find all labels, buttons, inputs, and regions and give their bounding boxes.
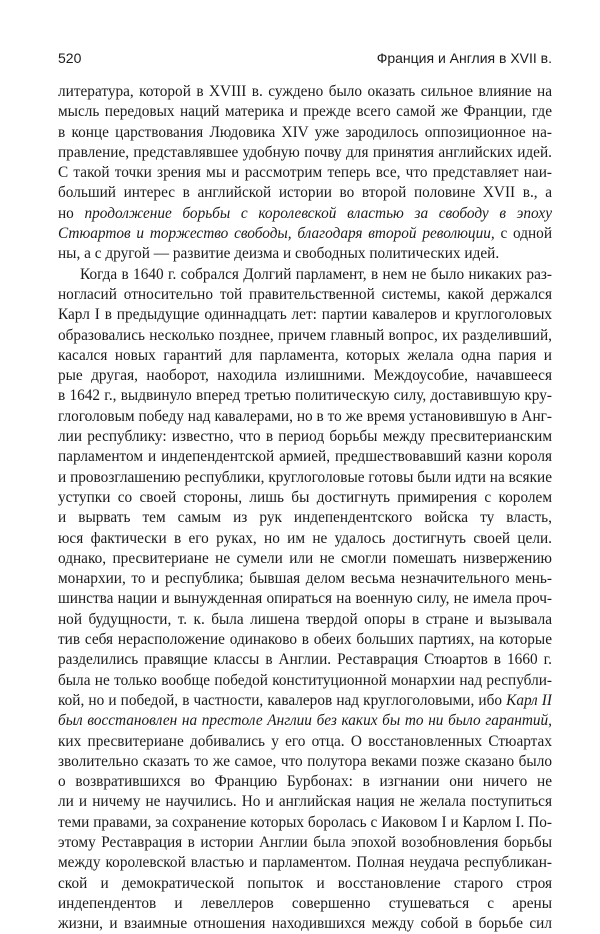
line-content xyxy=(58,367,552,384)
text-line xyxy=(58,792,552,812)
line-text: монархии, то и республика; бывшая делом весьма незначительного мень- xyxy=(58,570,552,588)
line-content xyxy=(58,773,552,792)
text-line xyxy=(58,833,552,853)
line-content xyxy=(58,469,552,486)
text-line xyxy=(58,772,552,792)
line-text: с одной xyxy=(500,225,552,243)
body-text xyxy=(58,82,552,934)
line-content xyxy=(58,692,552,709)
line-text: уступки со своей стороны, лишь бы достигнуть примирения с королем xyxy=(58,488,552,506)
text-line xyxy=(58,407,552,427)
line-content xyxy=(58,793,552,810)
line-text: между королевской властью и парламентом. Полная неудача республикан- xyxy=(58,854,552,872)
line-content xyxy=(58,834,552,851)
line-content xyxy=(58,428,552,445)
line-text: и провозглашению республики, круглоголовые готовы были идти на всякие xyxy=(58,468,552,486)
line-content xyxy=(58,164,552,181)
text-line xyxy=(58,386,552,406)
line-text: в конце царствования Людовика XIV уже зародилось оппозиционное на- xyxy=(58,123,552,141)
line-content xyxy=(58,590,552,607)
line-text: касался новых гарантий для парламента, которых желала одна пария и xyxy=(58,346,552,364)
line-content xyxy=(58,448,552,465)
line-content xyxy=(58,530,552,549)
text-line xyxy=(58,508,552,528)
text-line xyxy=(58,549,552,569)
line-text: лии республику: известно, что в период борьбы между пресвитерианским xyxy=(58,428,552,446)
text-line xyxy=(58,265,552,285)
text-line xyxy=(58,711,552,731)
italic-text: Карл II xyxy=(506,691,552,709)
text-line xyxy=(58,143,552,163)
text-line xyxy=(58,102,552,122)
line-text: индепендентов и левеллеров совершенно стушеваться с арены xyxy=(58,894,552,912)
line-content xyxy=(58,103,552,120)
line-content xyxy=(58,205,552,224)
line-text: о возвратившихся во Францию Бурбонах: в изгнании они ничего не xyxy=(58,773,552,791)
line-content xyxy=(58,489,552,506)
line-content xyxy=(58,408,552,425)
line-text: была не только вообще победой конституционной монархии над республи- xyxy=(58,671,552,689)
italic-text: Стюартов и торжество свободы, благодаря второй революции, xyxy=(58,225,495,243)
line-content xyxy=(58,184,552,203)
line-content xyxy=(58,895,552,914)
line-text: этому Реставрация в истории Англии была эпохой возобновления борьбы xyxy=(58,833,552,851)
text-line xyxy=(58,650,552,670)
line-content xyxy=(58,672,552,689)
line-content xyxy=(58,611,552,630)
line-text: правление, представлявшее удобную почву для принятия английских идей. xyxy=(58,143,552,161)
text-line xyxy=(58,488,552,508)
text-line xyxy=(58,244,552,264)
line-text: ной будущности, т. к. была лишена твердой опоры в стране и вызывала xyxy=(58,610,552,628)
text-line xyxy=(58,914,552,934)
text-line xyxy=(58,691,552,711)
line-content xyxy=(58,875,552,894)
text-line xyxy=(58,732,552,752)
line-text: и вырвать тем самым из рук индепендентского войска ту власть, xyxy=(58,509,552,527)
text-line xyxy=(58,853,552,873)
text-line xyxy=(58,366,552,386)
line-content xyxy=(58,306,552,323)
text-line xyxy=(58,346,552,366)
line-content xyxy=(58,144,552,161)
line-content xyxy=(58,915,552,932)
text-line xyxy=(58,285,552,305)
line-content xyxy=(80,266,552,283)
line-text: юся фактически в его руках, но им не удалось достигнуть своей цели. xyxy=(58,529,552,547)
line-content xyxy=(58,387,552,404)
text-line xyxy=(58,163,552,183)
line-text: рые другая, наоборот, находила излишними. Междоусобие, начавшееся xyxy=(58,367,552,385)
page-number: 520 xyxy=(58,50,82,66)
text-line xyxy=(58,326,552,346)
text-line xyxy=(58,752,552,772)
line-content xyxy=(58,245,499,262)
line-content xyxy=(58,124,552,141)
line-text: Карл I в предыдущие одиннадцать лет: партии кавалеров и круглоголовых xyxy=(58,306,552,324)
line-text: больший интерес в английской истории во второй половине XVII в., а xyxy=(58,184,552,202)
line-content xyxy=(58,651,552,668)
line-content xyxy=(58,509,552,528)
line-text: однако, пресвитериане не сумели или не смогли помешать низвержению xyxy=(58,549,552,567)
line-text: в 1642 г., выдвинуло вперед третью политическую силу, доставившую кру- xyxy=(58,387,552,405)
line-text: ких пресвитериане добивались у его отца. О восстановленных Стюартах xyxy=(58,732,552,750)
line-text: жизни, и взаимные отношения находившихся между собой в борьбе сил xyxy=(58,915,552,933)
line-text: образовались несколько позднее, причем главный вопрос, их разделивший, xyxy=(58,326,552,344)
line-text: ской и демократической попыток и восстановление старого строя xyxy=(58,874,552,892)
line-text: глоголовым победу над кавалерами, но в то же время установившую в Анг- xyxy=(58,407,552,425)
text-line xyxy=(58,447,552,467)
line-content xyxy=(58,712,552,731)
text-line xyxy=(58,468,552,488)
line-text: но xyxy=(58,204,85,222)
line-text: Когда в 1640 г. собрался Долгий парламент, в нем не было никаких раз- xyxy=(80,265,552,283)
line-text: парламентом и индепендентской армией, предшествовавший казни короля xyxy=(58,448,552,466)
text-line xyxy=(58,224,552,244)
running-head xyxy=(58,50,552,70)
line-content xyxy=(58,83,552,100)
line-content xyxy=(58,550,552,567)
paragraph xyxy=(58,265,552,934)
line-text: С такой точки зрения мы и рассмотрим теперь все, что представляет наи- xyxy=(58,164,552,182)
line-text: ногласий относительно той правительственной системы, какой держался xyxy=(58,285,552,303)
line-content xyxy=(58,814,552,831)
text-line xyxy=(58,610,552,630)
line-text: разделились правящие классы в Англии. Реставрация Стюартов в 1660 г. xyxy=(58,651,552,669)
text-line xyxy=(58,569,552,589)
section-title: Франция и Англия в XVII в. xyxy=(376,50,552,66)
line-content xyxy=(58,347,552,366)
text-line xyxy=(58,874,552,894)
line-text: мысль передовых наций материка и прежде всего самой же Франции, где xyxy=(58,103,552,121)
text-line xyxy=(58,305,552,325)
text-line xyxy=(58,82,552,102)
italic-text: был восстановлен на престоле Англии без каких бы то ни было гарантий, xyxy=(58,712,552,730)
line-content xyxy=(58,225,552,244)
text-line xyxy=(58,204,552,224)
line-text: тив себя нерасположение одинаково в обеих больших партиях, на которые xyxy=(58,631,552,649)
italic-text: продолжение борьбы с королевской властью за свободу в эпоху xyxy=(84,204,552,222)
line-content xyxy=(58,753,552,770)
line-text: ли и ничему не научились. Но и английская нация не желала поступиться xyxy=(58,793,552,811)
line-content xyxy=(58,733,552,752)
line-text: ны, а с другой — развитие деизма и свободных политических идей. xyxy=(58,245,500,263)
text-line xyxy=(58,123,552,143)
line-content xyxy=(58,854,552,871)
text-line xyxy=(58,529,552,549)
text-line xyxy=(58,813,552,833)
text-line xyxy=(58,589,552,609)
line-content xyxy=(58,327,552,344)
line-content xyxy=(58,286,552,303)
line-content xyxy=(58,570,552,587)
line-text: зволительно сказать то же самое, что полутора веками позже сказано было xyxy=(58,752,552,770)
paragraph xyxy=(58,82,552,265)
text-line xyxy=(58,630,552,650)
text-line xyxy=(58,671,552,691)
line-content xyxy=(58,631,552,648)
text-line xyxy=(58,427,552,447)
text-line xyxy=(58,183,552,203)
line-text: кой, но и победой, в частности, кавалеров над круглоголовыми, ибо xyxy=(58,691,507,709)
line-text: литература, которой в XVIII в. суждено было оказать сильное влияние на xyxy=(58,83,552,100)
line-text: шинства нации и вынужденная опираться на военную силу, не имела проч- xyxy=(58,590,552,608)
text-line xyxy=(58,894,552,914)
line-text: теми правами, за сохранение которых боролась с Иаковом I и Карлом I. По- xyxy=(58,813,552,831)
